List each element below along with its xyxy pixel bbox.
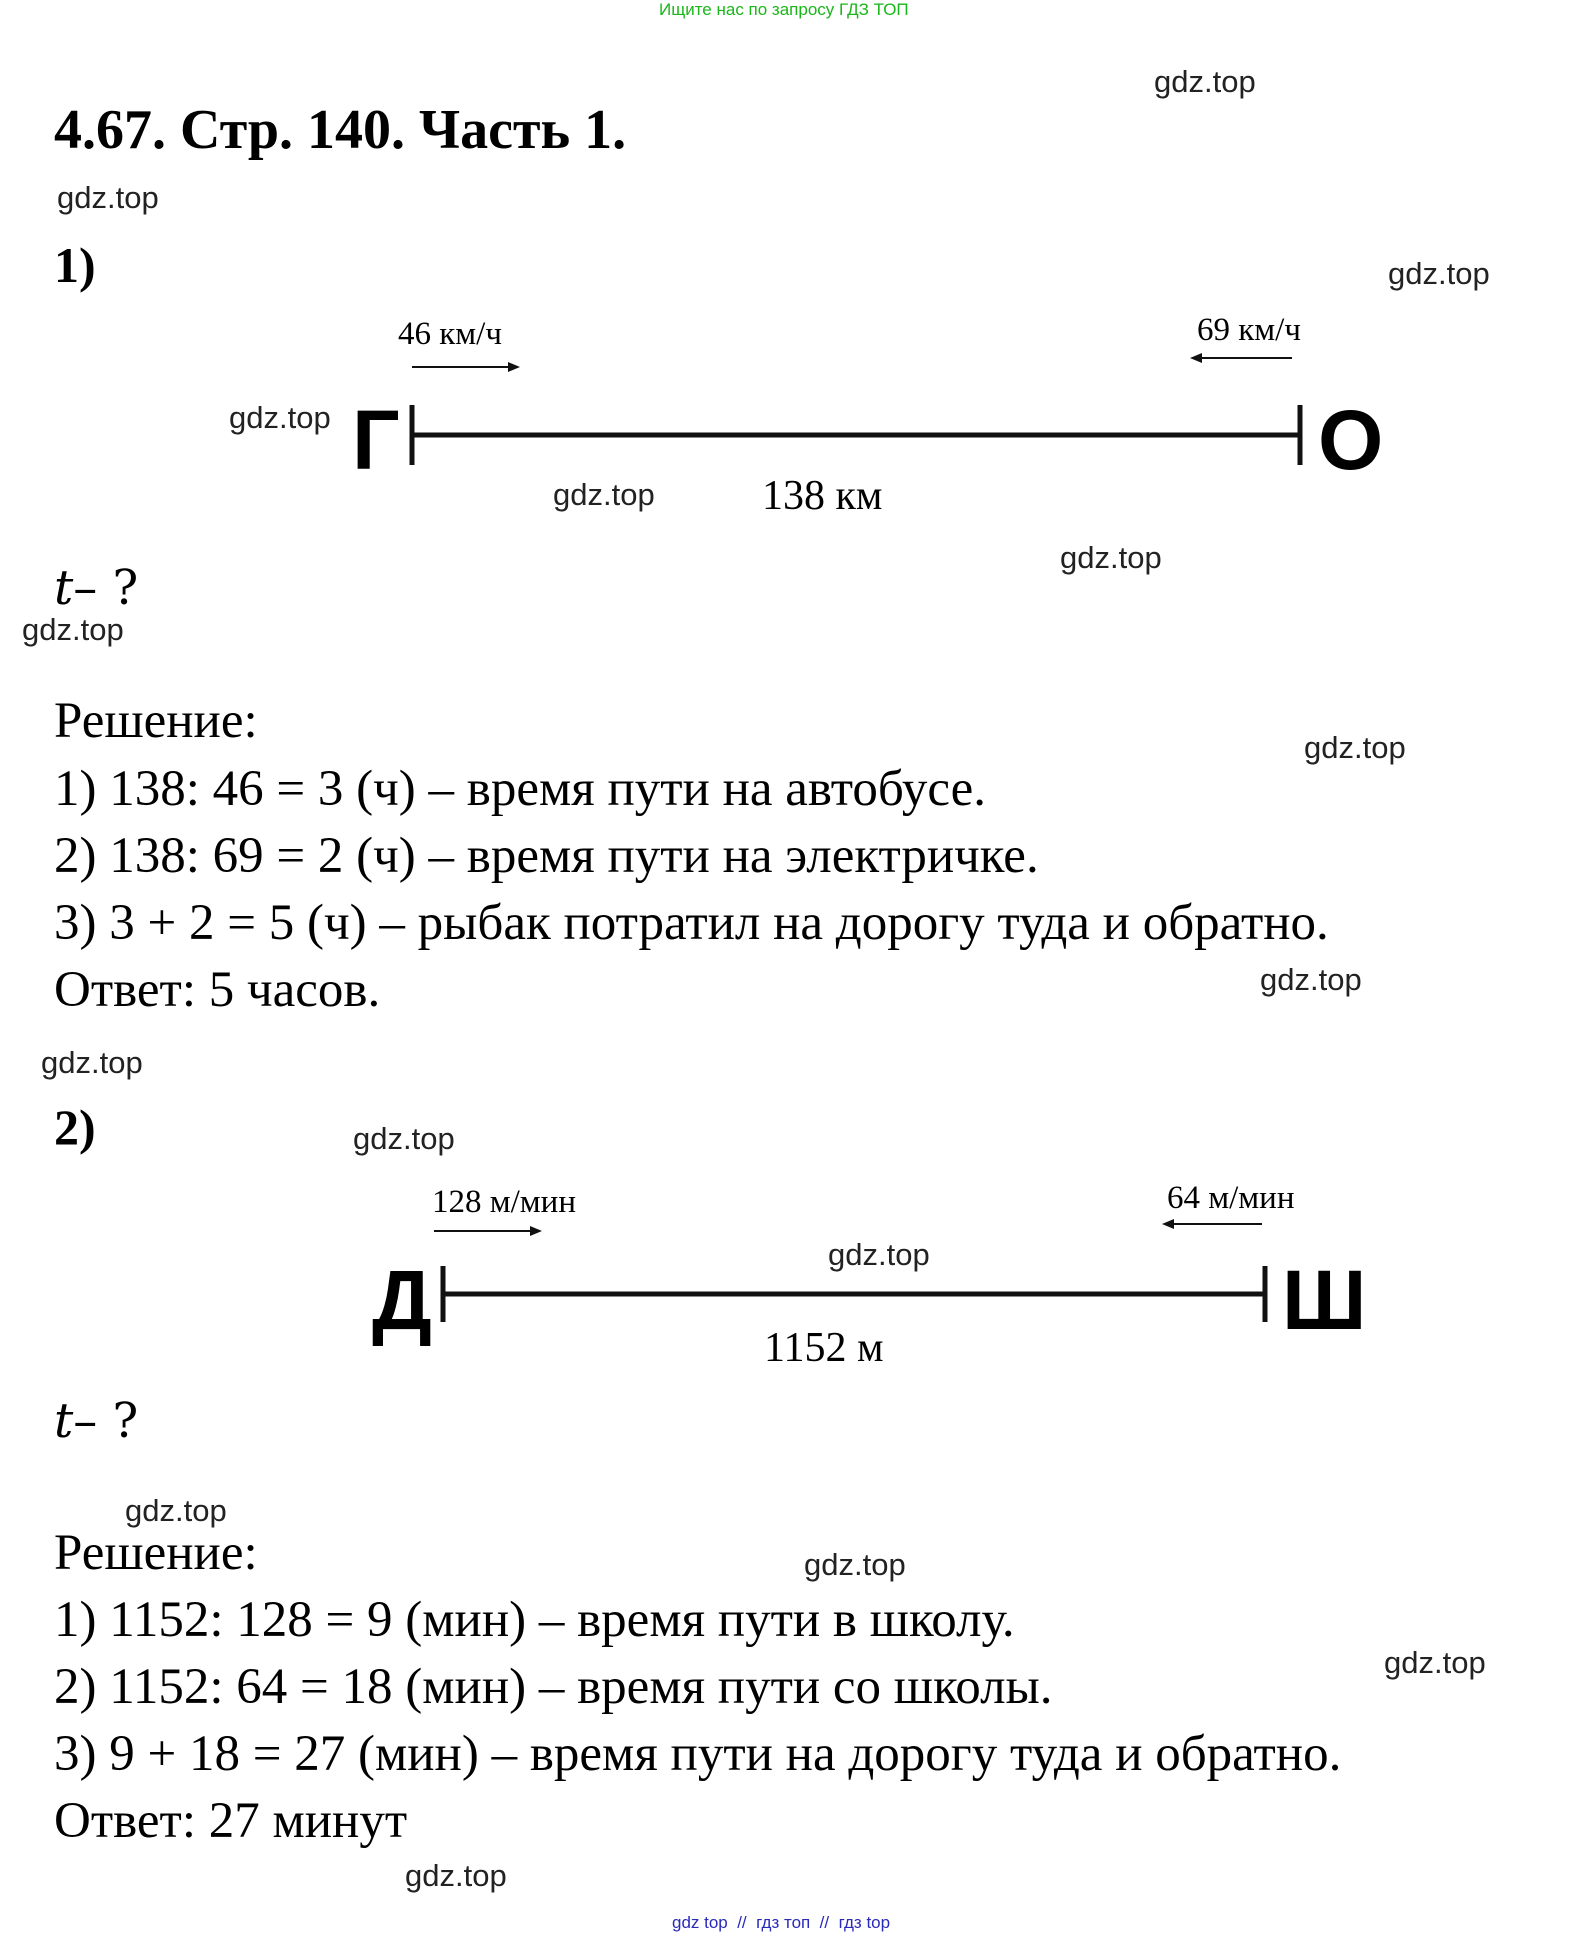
part1-step-1: 1) 138: 46 = 3 (ч) – время пути на автобусе. [54, 761, 986, 817]
watermark: gdz.top [804, 1547, 906, 1582]
part2-left-speed: 128 м/мин [432, 1184, 577, 1220]
part2-left-node: Д [372, 1253, 432, 1347]
part1-answer: Ответ: 5 часов. [54, 962, 381, 1018]
watermark: gdz.top [229, 400, 331, 435]
watermark: gdz.top [1060, 540, 1162, 575]
part1-distance: 138 км [762, 473, 883, 519]
part1-question-var: t [54, 560, 74, 616]
part2-step-1: 1) 1152: 128 = 9 (мин) – время пути в школу. [54, 1592, 1015, 1648]
watermark: gdz.top [1260, 962, 1362, 997]
part2-solution-heading: Решение: [54, 1525, 258, 1581]
watermark: gdz.top [1388, 256, 1490, 291]
part1-right-node: О [1318, 393, 1384, 487]
part2-right-node: Ш [1282, 1253, 1367, 1347]
watermark: gdz.top [1384, 1645, 1486, 1680]
watermark: gdz.top [405, 1858, 507, 1893]
watermark: gdz.top [1304, 730, 1406, 765]
left-arrowhead-1 [508, 362, 520, 372]
watermark: gdz.top [828, 1237, 930, 1272]
watermark: gdz.top [41, 1045, 143, 1080]
part1-label: 1) [54, 237, 96, 293]
left-arrowhead-2 [530, 1226, 542, 1236]
part2-question-var: t [54, 1393, 74, 1449]
watermark: gdz.top [57, 180, 159, 215]
page-title: 4.67. Стр. 140. Часть 1. [54, 99, 627, 161]
footer-links[interactable]: gdz top // гдз топ // гдз top [672, 1913, 891, 1932]
part1-left-speed: 46 км/ч [398, 316, 502, 352]
part1-right-speed: 69 км/ч [1197, 312, 1301, 348]
right-arrowhead-1 [1190, 353, 1202, 363]
part1-question [54, 560, 138, 616]
top-banner[interactable]: Ищите нас по запросу ГДЗ ТОП [659, 0, 909, 19]
part2-step-2: 2) 1152: 64 = 18 (мин) – время пути со школы. [54, 1659, 1053, 1715]
right-arrowhead-2 [1162, 1219, 1174, 1229]
part1-step-3: 3) 3 + 2 = 5 (ч) – рыбак потратил на дорогу туда и обратно. [54, 895, 1329, 951]
watermark: gdz.top [353, 1121, 455, 1156]
watermark: gdz.top [22, 612, 124, 647]
part1-question-rest: – ? [73, 560, 139, 616]
part2-right-speed: 64 м/мин [1167, 1180, 1295, 1216]
part2-question-rest: – ? [73, 1393, 139, 1449]
part2-question [54, 1393, 138, 1449]
watermark: gdz.top [1154, 64, 1256, 99]
part2-label: 2) [54, 1099, 96, 1155]
part2-distance: 1152 м [764, 1325, 884, 1371]
part1-left-node: Г [352, 393, 400, 487]
part2-answer: Ответ: 27 минут [54, 1793, 408, 1849]
watermark: gdz.top [125, 1493, 227, 1528]
watermark: gdz.top [553, 477, 655, 512]
part1-step-2: 2) 138: 69 = 2 (ч) – время пути на электричке. [54, 828, 1039, 884]
part2-step-3: 3) 9 + 18 = 27 (мин) – время пути на дорогу туда и обратно. [54, 1726, 1342, 1782]
part1-solution-heading: Решение: [54, 693, 258, 749]
